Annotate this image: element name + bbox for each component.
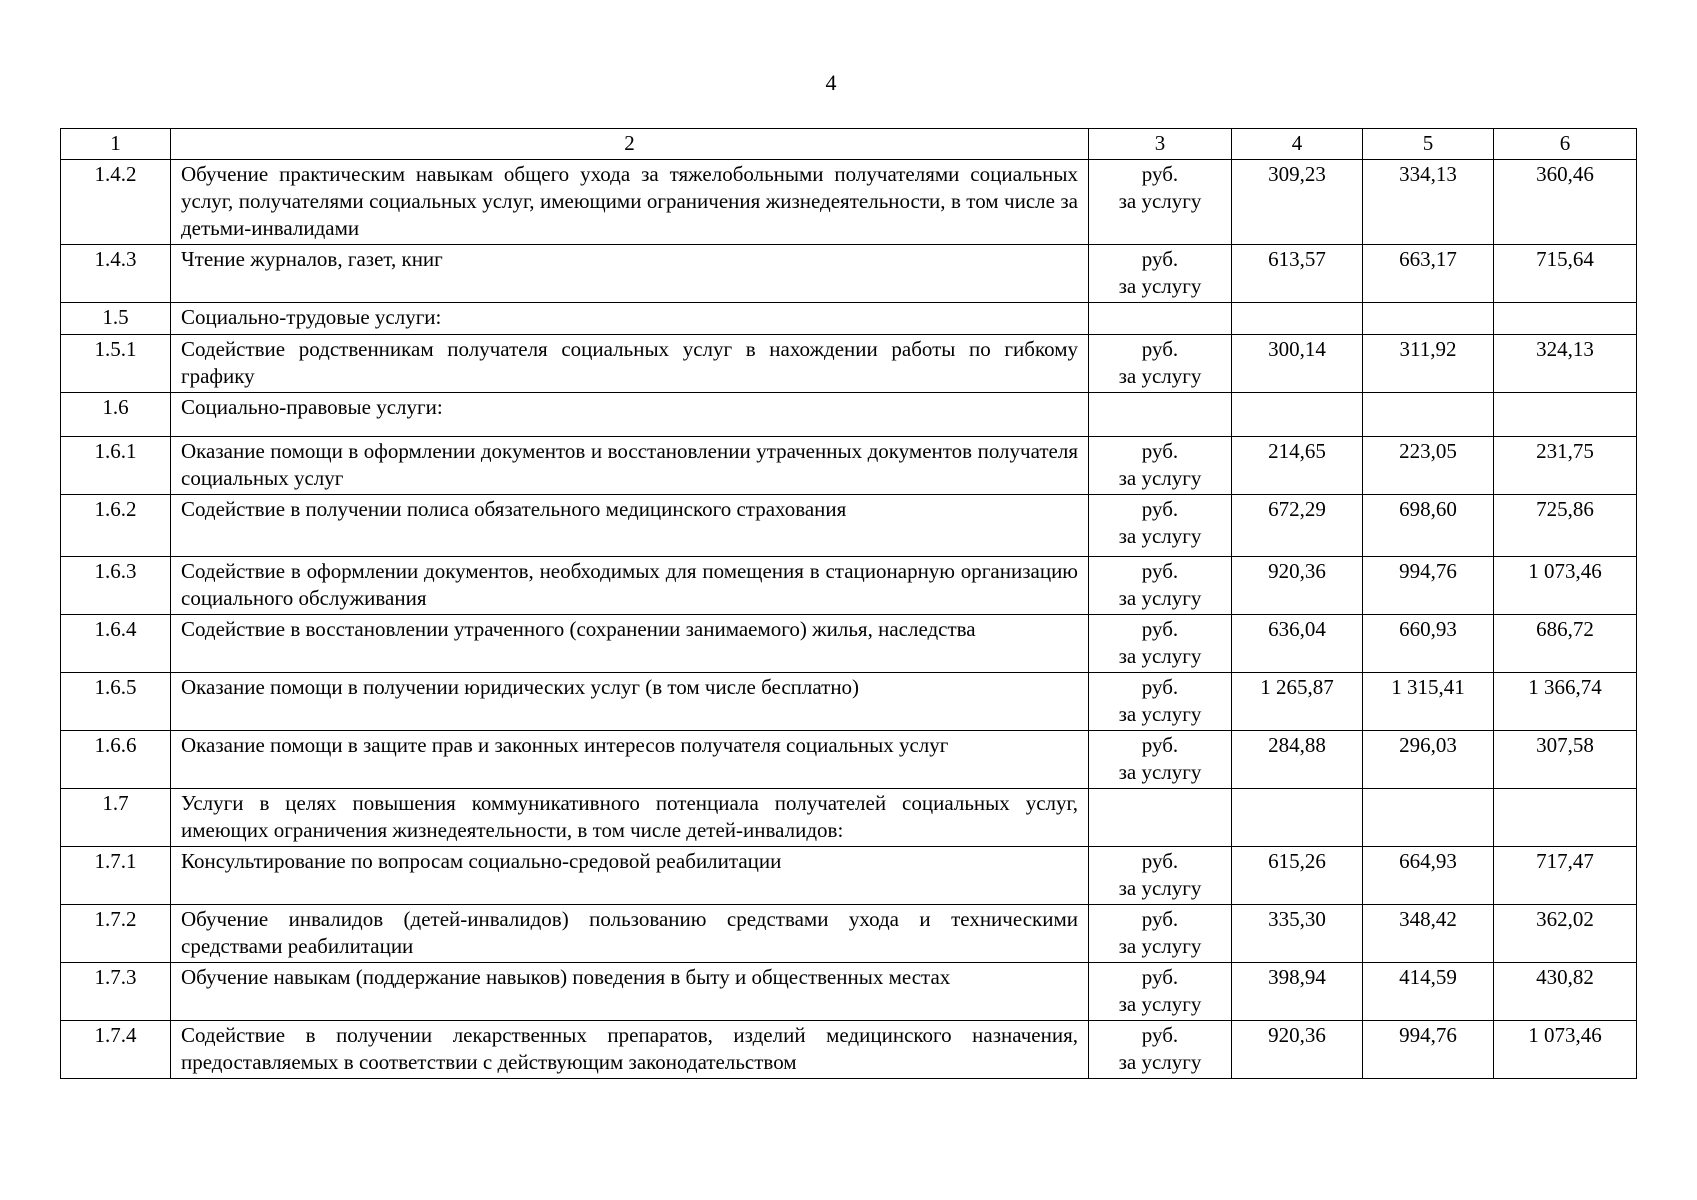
price-v4: 300,14 [1232,335,1363,393]
price-v4: 309,23 [1232,160,1363,245]
price-v5: 698,60 [1363,495,1494,557]
service-name: Обучение инвалидов (детей-инвалидов) пользованию средствами ухода и техническими средствами реабилитации [171,905,1089,963]
column-header: 5 [1363,129,1494,160]
unit-currency: руб. [1141,337,1179,361]
service-name: Чтение журналов, газет, книг [171,245,1089,303]
unit-currency: руб. [1141,247,1179,271]
price-v4: 1 265,87 [1232,673,1363,731]
price-v4: 672,29 [1232,495,1363,557]
price-v6: 362,02 [1494,905,1637,963]
unit-cell [1089,615,1232,673]
unit-per-service: за услугу [1118,876,1202,900]
price-v5: 663,17 [1363,245,1494,303]
row-number: 1.6.3 [61,557,171,615]
price-v5: 296,03 [1363,731,1494,789]
unit-currency: руб. [1141,162,1179,186]
column-header: 6 [1494,129,1637,160]
row-number: 1.7.3 [61,963,171,1021]
service-name: Оказание помощи в получении юридических услуг (в том числе бесплатно) [171,673,1089,731]
price-v4: 398,94 [1232,963,1363,1021]
price-v4: 214,65 [1232,437,1363,495]
service-name: Обучение навыкам (поддержание навыков) поведения в быту и общественных местах [171,963,1089,1021]
unit-per-service: за услугу [1118,274,1202,298]
service-name: Обучение практическим навыкам общего ухода за тяжелобольными получателями социальных услуг, получателями социальных услуг, имеющими ограничения жизнедеятельности, в том числе за детьми-инвалидами [171,160,1089,245]
unit-currency: руб. [1141,907,1179,931]
unit-cell [1089,160,1232,245]
price-v6: 686,72 [1494,615,1637,673]
price-v4 [1232,393,1363,437]
unit-cell [1089,673,1232,731]
table-row [61,731,1637,789]
table-row [61,303,1637,335]
table-row [61,160,1637,245]
price-v6: 324,13 [1494,335,1637,393]
table-row [61,245,1637,303]
price-v6 [1494,789,1637,847]
service-name: Содействие в восстановлении утраченного (сохранении занимаемого) жилья, наследства [171,615,1089,673]
price-v6: 715,64 [1494,245,1637,303]
unit-cell [1089,437,1232,495]
unit-per-service: за услугу [1118,524,1202,548]
row-number: 1.6.1 [61,437,171,495]
unit-cell [1089,963,1232,1021]
price-v6 [1494,393,1637,437]
unit-currency: руб. [1141,617,1179,641]
price-v6: 360,46 [1494,160,1637,245]
price-v6 [1494,303,1637,335]
price-v6: 307,58 [1494,731,1637,789]
row-number: 1.5.1 [61,335,171,393]
row-number: 1.7.1 [61,847,171,905]
page-number: 4 [825,70,837,95]
price-v4 [1232,789,1363,847]
table-row [61,963,1637,1021]
price-v4: 636,04 [1232,615,1363,673]
price-v6: 231,75 [1494,437,1637,495]
unit-currency: руб. [1141,849,1179,873]
unit-per-service: за услугу [1118,934,1202,958]
price-v5: 414,59 [1363,963,1494,1021]
unit-per-service: за услугу [1118,189,1202,213]
price-v4: 615,26 [1232,847,1363,905]
unit-currency: руб. [1141,497,1179,521]
unit-per-service: за услугу [1118,466,1202,490]
table-row [61,615,1637,673]
table-row [61,1021,1637,1079]
service-name: Содействие в получении полиса обязательного медицинского страхования [171,495,1089,557]
column-header: 4 [1232,129,1363,160]
unit-cell [1089,303,1232,335]
price-v5: 223,05 [1363,437,1494,495]
service-name: Социально-трудовые услуги: [171,303,1089,335]
unit-currency: руб. [1141,733,1179,757]
unit-cell [1089,335,1232,393]
service-name: Услуги в целях повышения коммуникативного потенциала получателей социальных услуг, имеющих ограничения жизнедеятельности, в том числе детей-инвалидов: [171,789,1089,847]
column-header: 2 [171,129,1089,160]
table-row [61,789,1637,847]
unit-currency: руб. [1141,559,1179,583]
unit-cell [1089,905,1232,963]
unit-cell [1089,731,1232,789]
price-v5: 348,42 [1363,905,1494,963]
price-v5 [1363,303,1494,335]
price-v4: 920,36 [1232,557,1363,615]
unit-per-service: за услугу [1118,992,1202,1016]
row-number: 1.7 [61,789,171,847]
price-v4 [1232,303,1363,335]
service-name: Содействие в получении лекарственных препаратов, изделий медицинского назначения, предоставляемых в соответствии с действующим законодательством [171,1021,1089,1079]
unit-currency: руб. [1141,965,1179,989]
unit-cell [1089,393,1232,437]
unit-currency: руб. [1141,439,1179,463]
table-row [61,673,1637,731]
price-v5: 994,76 [1363,557,1494,615]
service-name: Оказание помощи в оформлении документов и восстановлении утраченных документов получателя социальных услуг [171,437,1089,495]
unit-per-service: за услугу [1118,644,1202,668]
price-v6: 717,47 [1494,847,1637,905]
table-row [61,437,1637,495]
unit-cell [1089,789,1232,847]
service-name: Содействие в оформлении документов, необходимых для помещения в стационарную организацию социального обслуживания [171,557,1089,615]
price-v6: 1 073,46 [1494,1021,1637,1079]
price-v5: 994,76 [1363,1021,1494,1079]
unit-cell [1089,557,1232,615]
price-v4: 284,88 [1232,731,1363,789]
service-name: Содействие родственникам получателя социальных услуг в нахождении работы по гибкому графику [171,335,1089,393]
row-number: 1.7.4 [61,1021,171,1079]
table-row [61,557,1637,615]
unit-cell [1089,1021,1232,1079]
row-number: 1.6 [61,393,171,437]
unit-cell [1089,245,1232,303]
unit-per-service: за услугу [1118,702,1202,726]
unit-per-service: за услугу [1118,364,1202,388]
column-header: 3 [1089,129,1232,160]
table-row [61,847,1637,905]
service-name: Оказание помощи в защите прав и законных интересов получателя социальных услуг [171,731,1089,789]
table-row [61,335,1637,393]
table-header-row [61,129,1637,160]
unit-cell [1089,847,1232,905]
table-row [61,393,1637,437]
row-number: 1.6.4 [61,615,171,673]
row-number: 1.6.2 [61,495,171,557]
price-v5 [1363,789,1494,847]
price-v6: 430,82 [1494,963,1637,1021]
price-v4: 613,57 [1232,245,1363,303]
row-number: 1.6.5 [61,673,171,731]
row-number: 1.5 [61,303,171,335]
price-v6: 1 073,46 [1494,557,1637,615]
row-number: 1.4.2 [61,160,171,245]
price-v5: 664,93 [1363,847,1494,905]
price-v5: 1 315,41 [1363,673,1494,731]
price-v5 [1363,393,1494,437]
price-v6: 725,86 [1494,495,1637,557]
table-row [61,495,1637,557]
column-header: 1 [61,129,171,160]
row-number: 1.7.2 [61,905,171,963]
price-v6: 1 366,74 [1494,673,1637,731]
row-number: 1.4.3 [61,245,171,303]
price-v5: 334,13 [1363,160,1494,245]
service-name: Консультирование по вопросам социально-средовой реабилитации [171,847,1089,905]
row-number: 1.6.6 [61,731,171,789]
price-v4: 335,30 [1232,905,1363,963]
service-name: Социально-правовые услуги: [171,393,1089,437]
unit-currency: руб. [1141,1023,1179,1047]
price-v5: 311,92 [1363,335,1494,393]
unit-per-service: за услугу [1118,586,1202,610]
unit-currency: руб. [1141,675,1179,699]
unit-cell [1089,495,1232,557]
unit-per-service: за услугу [1118,760,1202,784]
unit-per-service: за услугу [1118,1050,1202,1074]
price-v5: 660,93 [1363,615,1494,673]
table-row [61,905,1637,963]
price-v4: 920,36 [1232,1021,1363,1079]
tariff-table [60,128,1637,1079]
